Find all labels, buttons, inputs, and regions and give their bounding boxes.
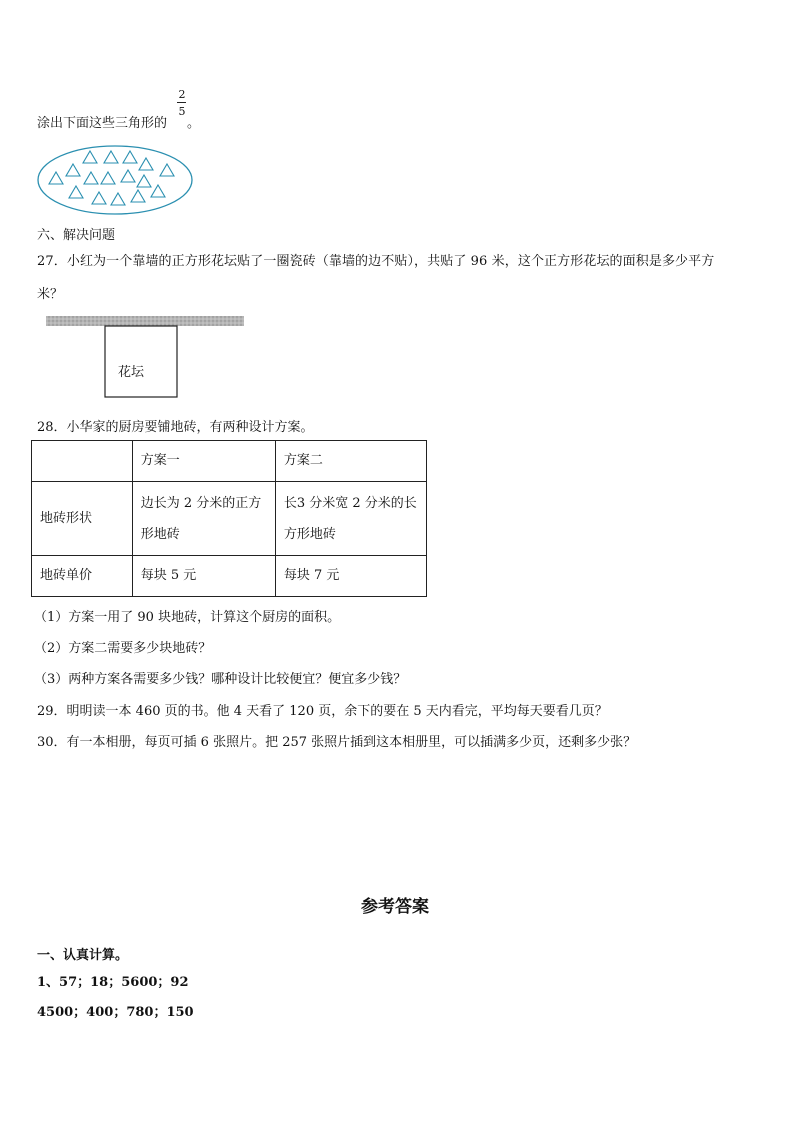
triangle-icon (84, 172, 98, 184)
question-28-intro: 28．小华家的厨房要铺地砖，有两种设计方案。 (37, 420, 314, 435)
table-row (32, 556, 427, 597)
flower-bed-figure (44, 312, 248, 402)
answers-line-2: 4500；400；780；150 (37, 1005, 194, 1020)
answers-title: 参考答案 (361, 897, 429, 917)
flower-bed-label: 花坛 (118, 365, 145, 380)
table-row (32, 482, 427, 556)
triangles-figure (36, 142, 196, 217)
question-28-sub2: （2）方案二需要多少块地砖？ (34, 641, 212, 656)
triangle-icon (123, 151, 137, 163)
triangle-icon (111, 193, 125, 205)
table-header-plan1: 方案一 (132, 441, 275, 482)
triangle-icon (92, 192, 106, 204)
q-intro-text: 涂出下面这些三角形的 (37, 116, 168, 131)
table-cell: 长3 分米宽 2 分米的长方形地砖 (275, 482, 426, 556)
triangle-icon (101, 172, 115, 184)
answers-section-1: 一、认真计算。 (37, 948, 129, 963)
triangle-icon (66, 164, 80, 176)
question-27-line2: 米？ (37, 287, 64, 302)
triangle-icon (49, 172, 63, 184)
q-intro-suffix: 。 (187, 116, 201, 131)
triangle-icon (151, 185, 165, 197)
triangle-icon (137, 175, 151, 187)
table-row (32, 441, 427, 482)
question-29: 29．明明读一本 460 页的书。他 4 天看了 120 页，余下的要在 5 天内看完，平均每天要看几页？ (37, 704, 608, 719)
triangle-icon (160, 164, 174, 176)
triangle-icon (69, 186, 83, 198)
table-cell: 每块 5 元 (132, 556, 275, 597)
question-27-line1: 27．小红为一个靠墙的正方形花坛贴了一圈瓷砖（靠墙的边不贴），共贴了 96 米，这个正方形花坛的面积是多少平方 (37, 254, 715, 269)
tile-plan-table (31, 440, 427, 597)
triangle-icon (83, 151, 97, 163)
answers-line-1: 1、57；18；5600；92 (37, 975, 189, 990)
triangle-icon (121, 170, 135, 182)
table-header-plan2: 方案二 (275, 441, 426, 482)
table-cell: 地砖形状 (32, 482, 133, 556)
triangle-icon (139, 158, 153, 170)
table-cell: 每块 7 元 (275, 556, 426, 597)
triangle-icon (104, 151, 118, 163)
triangle-icon (131, 190, 145, 202)
question-30: 30．有一本相册，每页可插 6 张照片。把 257 张照片插到这本相册里，可以插满多少页，还剩多少张？ (37, 735, 637, 750)
fraction-denominator: 5 (178, 105, 186, 118)
table-cell (32, 441, 133, 482)
wall (46, 316, 244, 326)
fraction-bar (177, 102, 186, 103)
question-28-sub1: （1）方案一用了 90 块地砖，计算这个厨房的面积。 (34, 610, 341, 625)
section-heading-6: 六、解决问题 (37, 228, 116, 243)
table-cell: 地砖单价 (32, 556, 133, 597)
fraction-numerator: 2 (178, 88, 186, 101)
question-28-sub3: （3）两种方案各需要多少钱？哪种设计比较便宜？便宜多少钱？ (34, 672, 407, 687)
table-cell: 边长为 2 分米的正方形地砖 (132, 482, 275, 556)
